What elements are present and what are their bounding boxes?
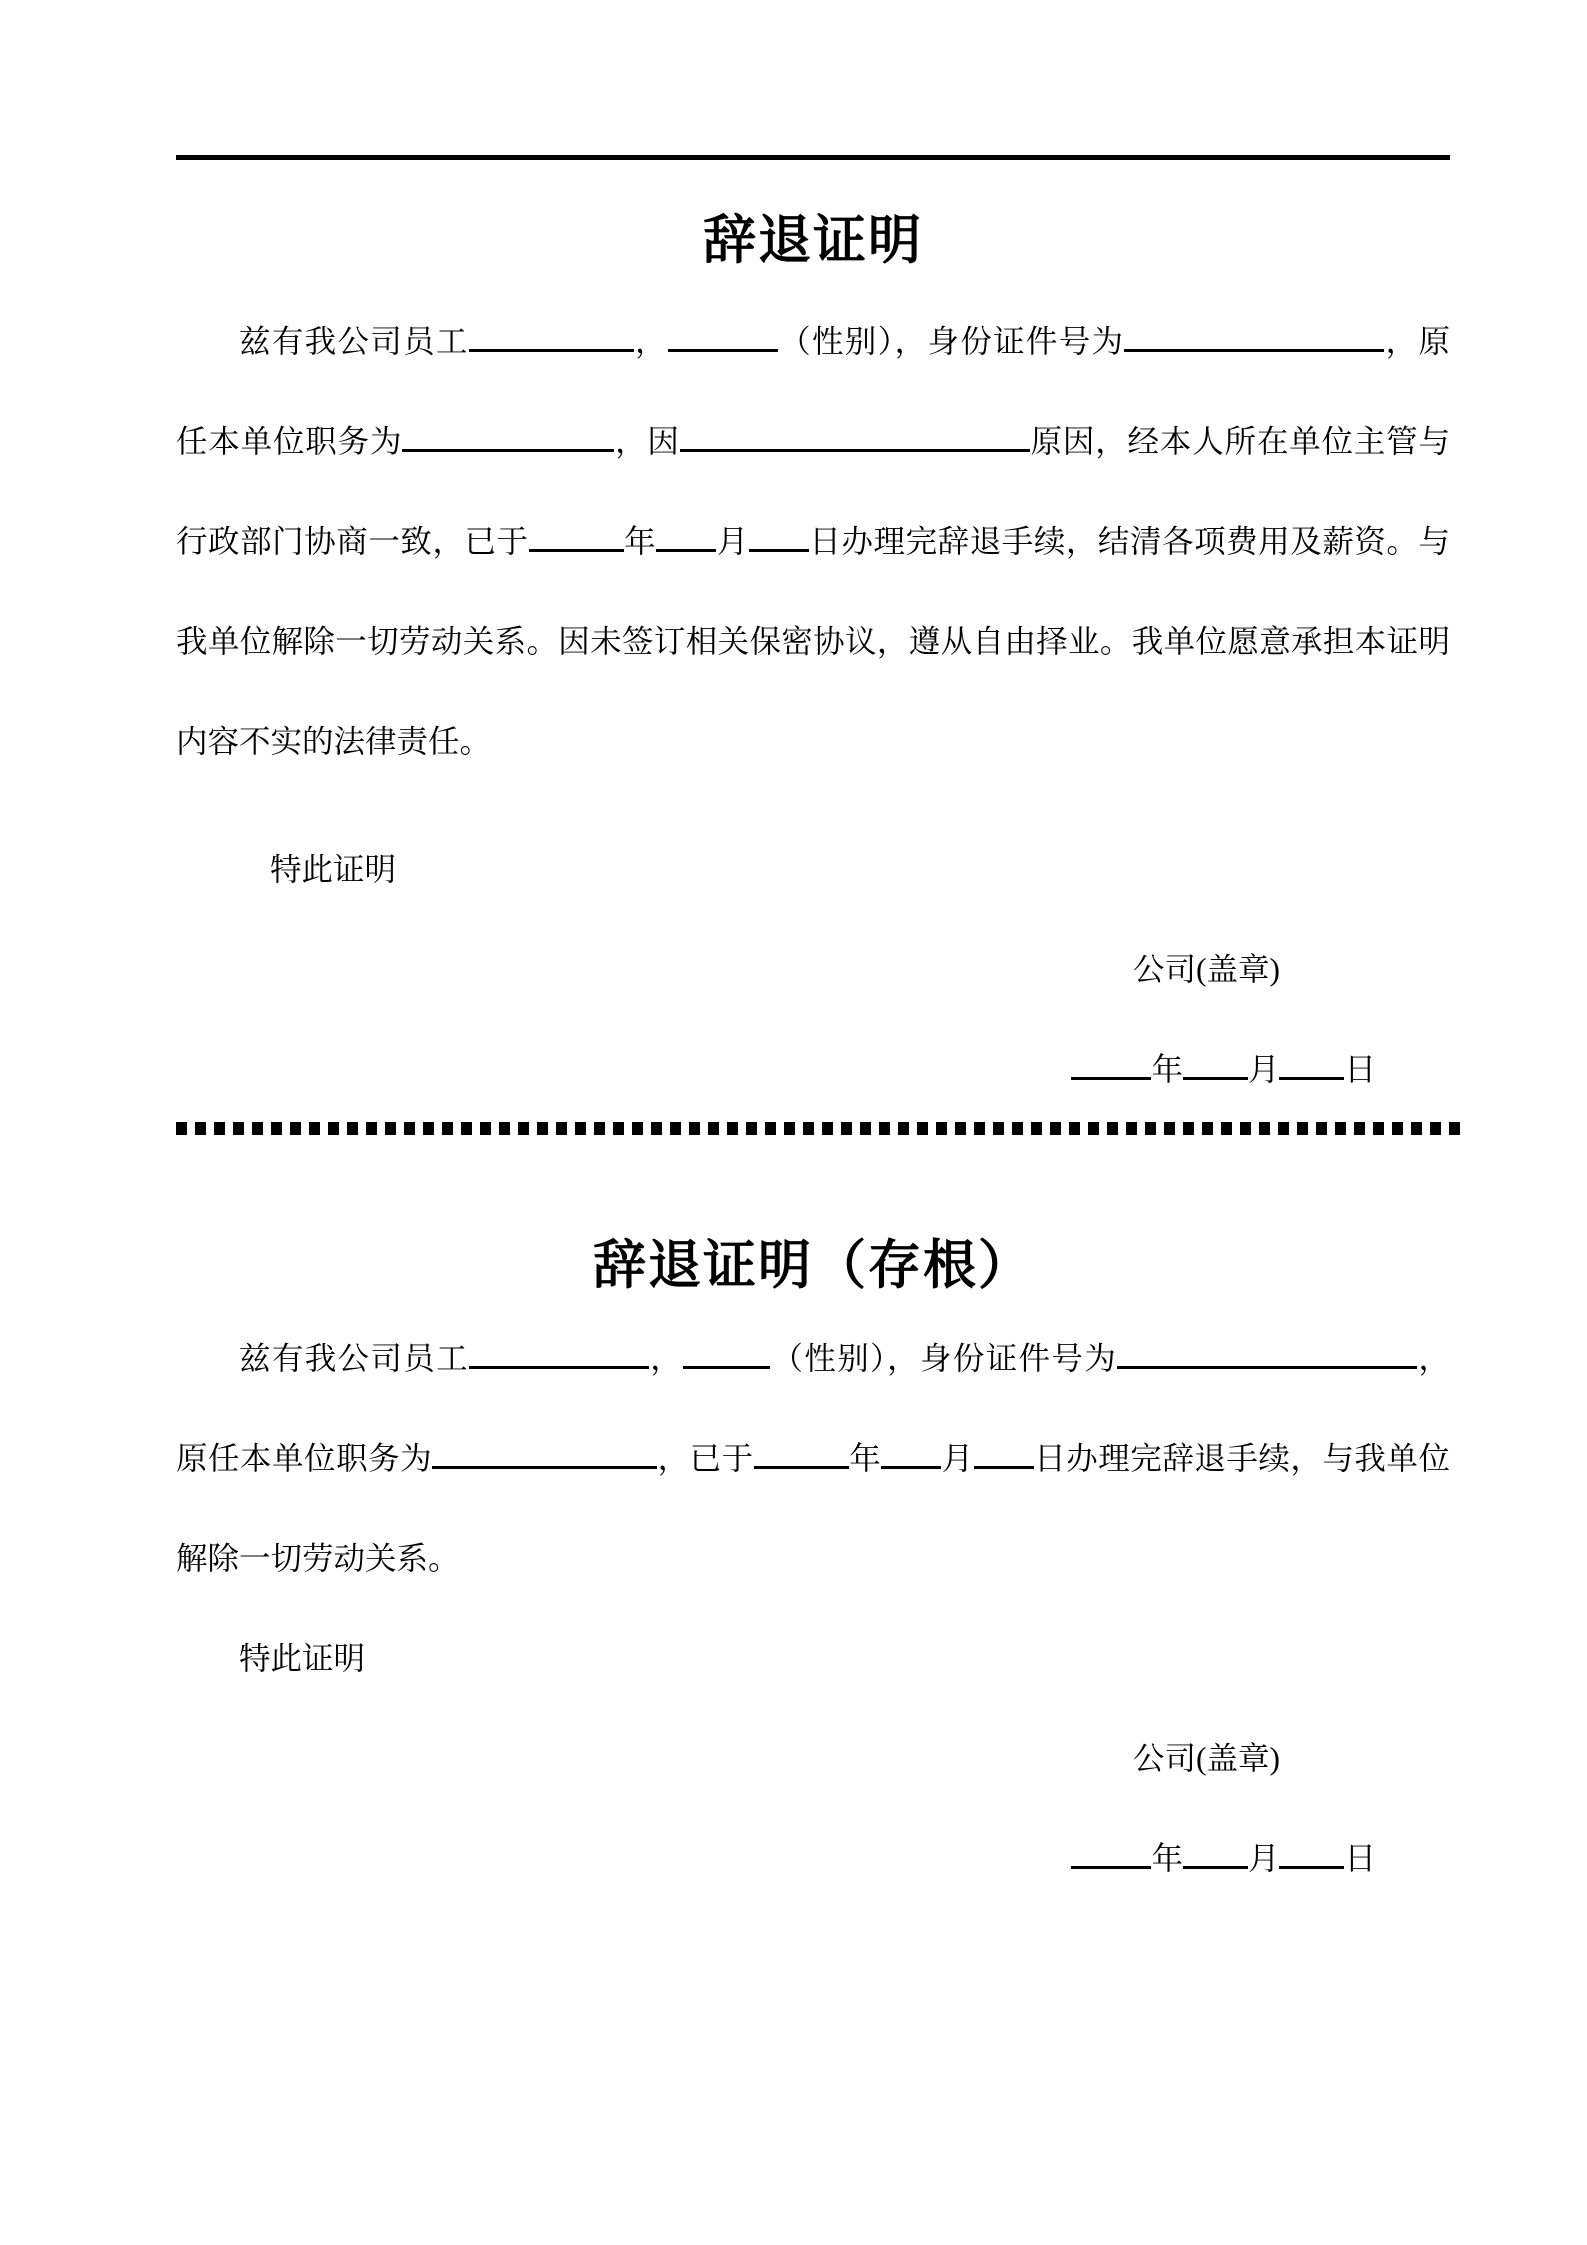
text-run: 原因，经本人所在单位主管与行政部门协商一致，已于	[176, 424, 1450, 559]
text-run: ，已于	[657, 1441, 754, 1476]
text-run: 月	[941, 1441, 974, 1476]
text-run: ，	[648, 1341, 684, 1376]
text-run: 兹有我公司员工	[239, 324, 469, 359]
fill-in-blank	[683, 1336, 770, 1369]
stub-title: 辞退证明（存根）	[593, 1237, 1033, 1295]
fill-in-blank	[1071, 1836, 1151, 1869]
company-stamp-label: 公司(盖章)	[1133, 952, 1280, 987]
stub-company-stamp-label: 公司(盖章)	[1133, 1741, 1280, 1776]
text-run: ，原任本单位职务为	[176, 324, 1450, 459]
fill-in-blank	[680, 419, 1030, 452]
text-run: ，因	[614, 424, 680, 459]
fill-in-blank	[749, 519, 809, 552]
text-run: （性别），身份证件号为	[770, 1341, 1118, 1376]
text-run: 年	[623, 524, 657, 559]
fill-in-blank	[402, 419, 614, 452]
certificate-date-line	[176, 1020, 1450, 1120]
text-run: 月	[1247, 1841, 1280, 1876]
header-rule	[176, 155, 1450, 160]
fill-in-blank	[1279, 1047, 1344, 1080]
fill-in-blank	[656, 519, 716, 552]
stub-body	[176, 1309, 1450, 1609]
text-run: 年	[1151, 1052, 1183, 1087]
text-run: （性别），身份证件号为	[777, 324, 1125, 359]
fill-in-blank	[1279, 1836, 1344, 1869]
fill-in-blank	[1183, 1836, 1248, 1869]
cut-line-separator	[176, 1122, 1464, 1135]
fill-in-blank	[529, 519, 624, 552]
fill-in-blank	[1117, 1336, 1417, 1369]
text-run: ，原任本单位职务为	[176, 1341, 1450, 1476]
fill-in-blank	[1124, 319, 1384, 352]
text-run: 年	[1151, 1841, 1183, 1876]
page-content	[176, 155, 1450, 1909]
stub-closing: 特此证明	[239, 1641, 366, 1676]
certificate-closing: 特此证明	[270, 852, 397, 887]
fill-in-blank	[881, 1436, 941, 1469]
stub-section	[176, 1231, 1450, 1909]
text-run: 日	[1344, 1052, 1376, 1087]
certificate-section	[176, 206, 1450, 1120]
fill-in-blank	[1183, 1047, 1248, 1080]
fill-in-blank	[668, 319, 778, 352]
text-run: 日办理完辞退手续，结清各项费用及薪资。与我单位解除一切劳动关系。因未签订相关保密协议，遵从自由择业。我单位愿意承担本证明内容不实的法律责任。	[176, 524, 1450, 759]
stub-date-line	[176, 1809, 1450, 1909]
fill-in-blank	[1071, 1047, 1151, 1080]
fill-in-blank	[754, 1436, 849, 1469]
certificate-body	[176, 292, 1450, 792]
certificate-title: 辞退证明	[703, 212, 923, 270]
fill-in-blank	[974, 1436, 1034, 1469]
text-run: 年	[848, 1441, 882, 1476]
text-run: 日	[1344, 1841, 1376, 1876]
fill-in-blank	[432, 1436, 657, 1469]
text-run: 月	[716, 524, 749, 559]
fill-in-blank	[469, 319, 634, 352]
fill-in-blank	[469, 1336, 649, 1369]
text-run: 兹有我公司员工	[239, 1341, 469, 1376]
text-run: 日办理完辞退手续，与我单位解除一切劳动关系。	[176, 1441, 1450, 1576]
text-run: ，	[633, 324, 668, 359]
text-run: 月	[1247, 1052, 1280, 1087]
